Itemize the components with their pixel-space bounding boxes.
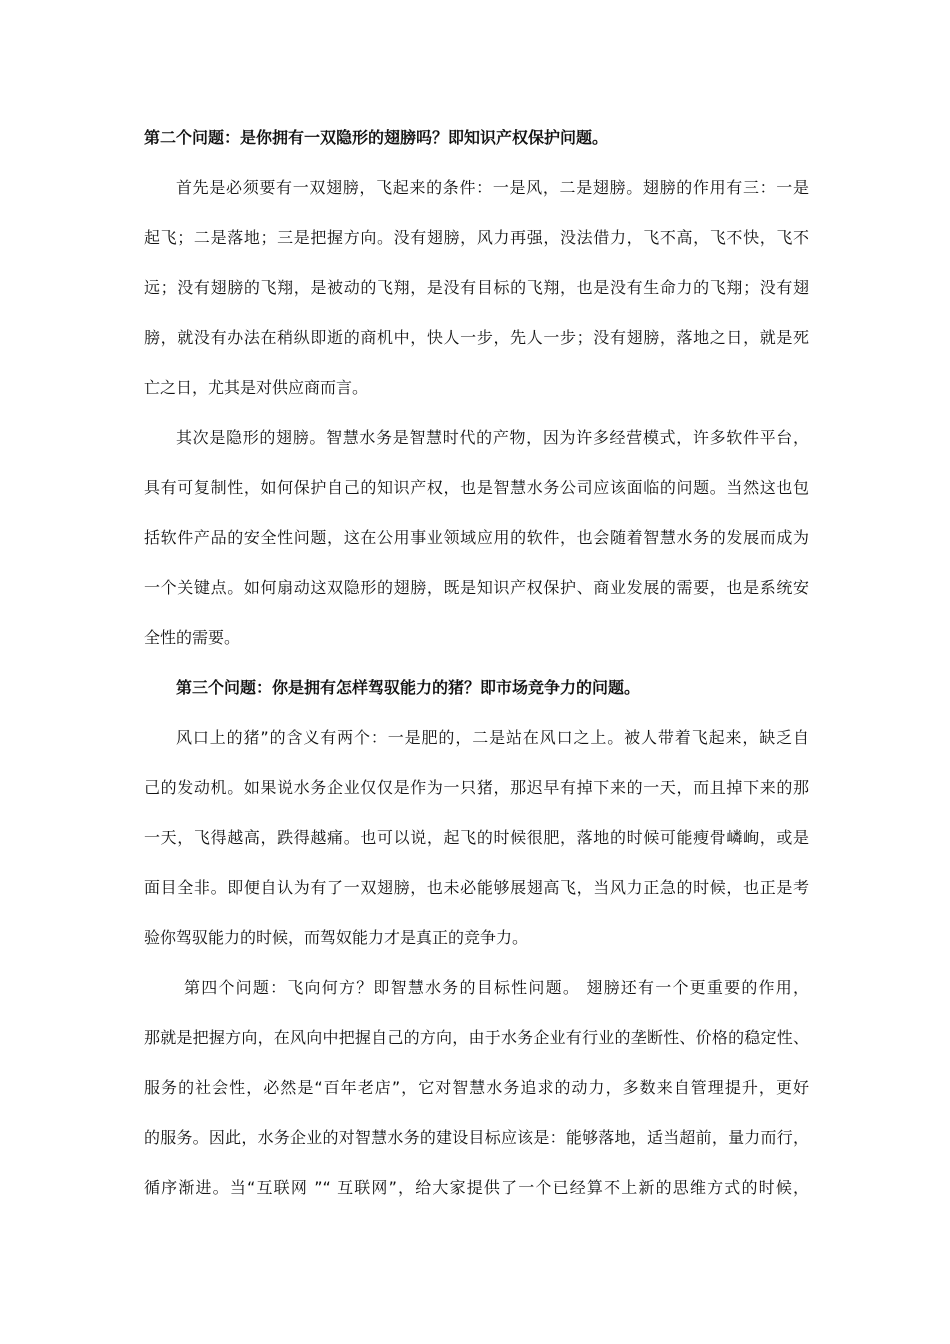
paragraph-line: 全性的需要。 [144,628,241,647]
paragraph-line: 那就是把握方向，在风向中把握自己的方向，由于水务企业有行业的垄断性、价格的稳定性、 [144,1028,809,1047]
paragraph-line: 己的发动机。如果说水务企业仅仅是作为一只猪，那迟早有掉下来的一天，而且掉下来的那 [144,778,809,797]
heading-question-2: 第二个问题：是你拥有一双隐形的翅膀吗？即知识产权保护问题。 [144,128,609,147]
paragraph-line: 膀，就没有办法在稍纵即逝的商机中，快人一步，先人一步；没有翅膀，落地之日，就是死 [144,328,809,347]
paragraph-line: 亡之日，尤其是对供应商而言。 [144,378,369,397]
paragraph-line: 服务的社会性，必然是“百年老店”，它对智慧水务追求的动力，多数来自管理提升，更好 [144,1078,809,1097]
paragraph-line: 其次是隐形的翅膀。智慧水务是智慧时代的产物，因为许多经营模式，许多软件平台， [176,428,809,447]
heading-question-3: 第三个问题：你是拥有怎样驾驭能力的猪？即市场竞争力的问题。 [176,678,641,697]
paragraph-line: 一天，飞得越高，跌得越痛。也可以说，起飞的时候很肥，落地的时候可能瘦骨嶙峋，或是 [144,828,809,847]
paragraph-line: 具有可复制性，如何保护自己的知识产权，也是智慧水务公司应该面临的问题。当然这也包 [144,478,809,497]
paragraph-line: 风口上的猪”的含义有两个：一是肥的，二是站在风口之上。被人带着飞起来，缺乏自 [176,728,809,747]
document-body [144,120,809,1220]
paragraph-line: 括软件产品的安全性问题，这在公用事业领域应用的软件，也会随着智慧水务的发展而成为 [144,528,809,547]
paragraph-line: 首先是必须要有一双翅膀，飞起来的条件：一是风，二是翅膀。翅膀的作用有三：一是 [176,178,809,197]
paragraph-line: 验你驾驭能力的时候，而驾奴能力才是真正的竞争力。 [144,928,529,947]
paragraph-line: 的服务。因此，水务企业的对智慧水务的建设目标应该是：能够落地，适当超前，量力而行， [144,1128,809,1147]
paragraph-line: 远；没有翅膀的飞翔，是被动的飞翔，是没有目标的飞翔，也是没有生命力的飞翔；没有翅 [144,278,809,297]
paragraph-line: 起飞；二是落地；三是把握方向。没有翅膀，风力再强，没法借力，飞不高，飞不快，飞不 [144,228,809,247]
paragraph-line: 一个关键点。如何扇动这双隐形的翅膀，既是知识产权保护、商业发展的需要，也是系统安 [144,578,809,597]
paragraph-line: 面目全非。即便自认为有了一双翅膀，也未必能够展翅高飞，当风力正急的时候，也正是考 [144,878,809,897]
heading-question-4-line: 第四个问题：飞向何方？即智慧水务的目标性问题。 翅膀还有一个更重要的作用， [184,978,809,997]
paragraph-line: 循序渐进。当“互联网 ”“ 互联网”，给大家提供了一个已经算不上新的思维方式的时候， [144,1178,809,1197]
